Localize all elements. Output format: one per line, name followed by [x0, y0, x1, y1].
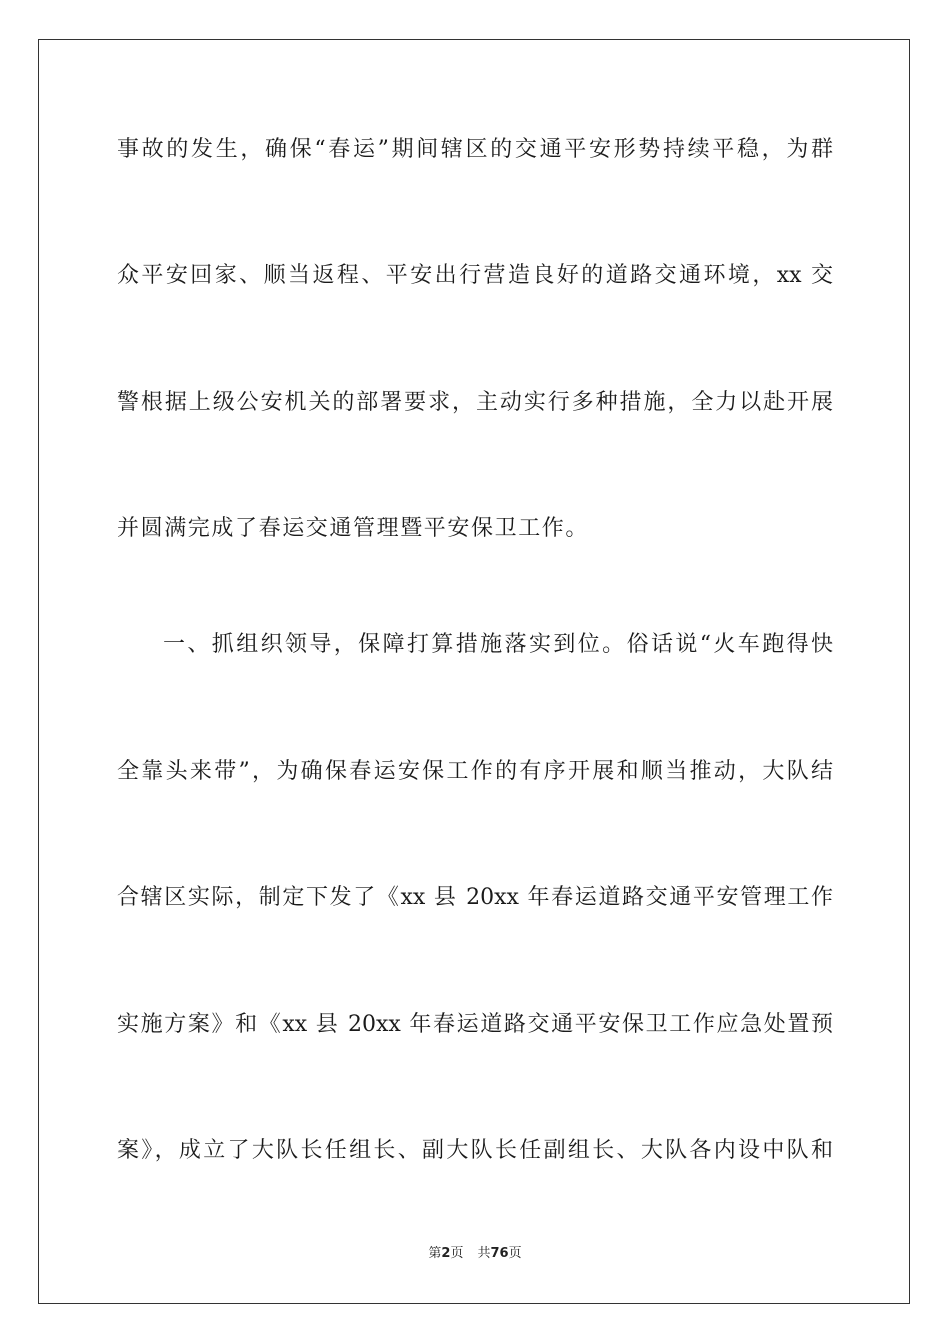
- footer-page-suffix: 页: [450, 1246, 464, 1261]
- body-line-3: 警根据上级公安机关的部署要求，主动实行多种措施，全力以赴开展: [117, 390, 833, 415]
- body-line-5: 一、抓组织领导，保障打算措施落实到位。俗话说“火车跑得快: [163, 632, 833, 657]
- body-line-8: 实施方案》和《xx 县 20xx 年春运道路交通平安保卫工作应急处置预: [117, 1012, 833, 1037]
- footer-page-prefix: 第: [428, 1246, 442, 1261]
- body-line-4: 并圆满完成了春运交通管理暨平安保卫工作。: [117, 516, 590, 541]
- footer-total-pages: 76: [490, 1246, 509, 1261]
- body-line-7: 合辖区实际，制定下发了《xx 县 20xx 年春运道路交通平安管理工作: [117, 885, 833, 910]
- body-line-1: 事故的发生，确保“春运”期间辖区的交通平安形势持续平稳，为群: [117, 137, 833, 162]
- footer-total-suffix: 页: [508, 1246, 522, 1261]
- page-border: [38, 39, 910, 1304]
- body-line-6: 全靠头来带”，为确保春运安保工作的有序开展和顺当推动，大队结: [117, 759, 833, 784]
- footer-page-number: 2: [441, 1246, 451, 1261]
- body-line-2: 众平安回家、顺当返程、平安出行营造良好的道路交通环境，xx 交: [117, 263, 833, 288]
- footer-total-prefix: 共: [477, 1246, 491, 1261]
- body-line-9: 案》，成立了大队长任组长、副大队长任副组长、大队各内设中队和: [117, 1138, 833, 1163]
- page-footer: [0, 1246, 950, 1262]
